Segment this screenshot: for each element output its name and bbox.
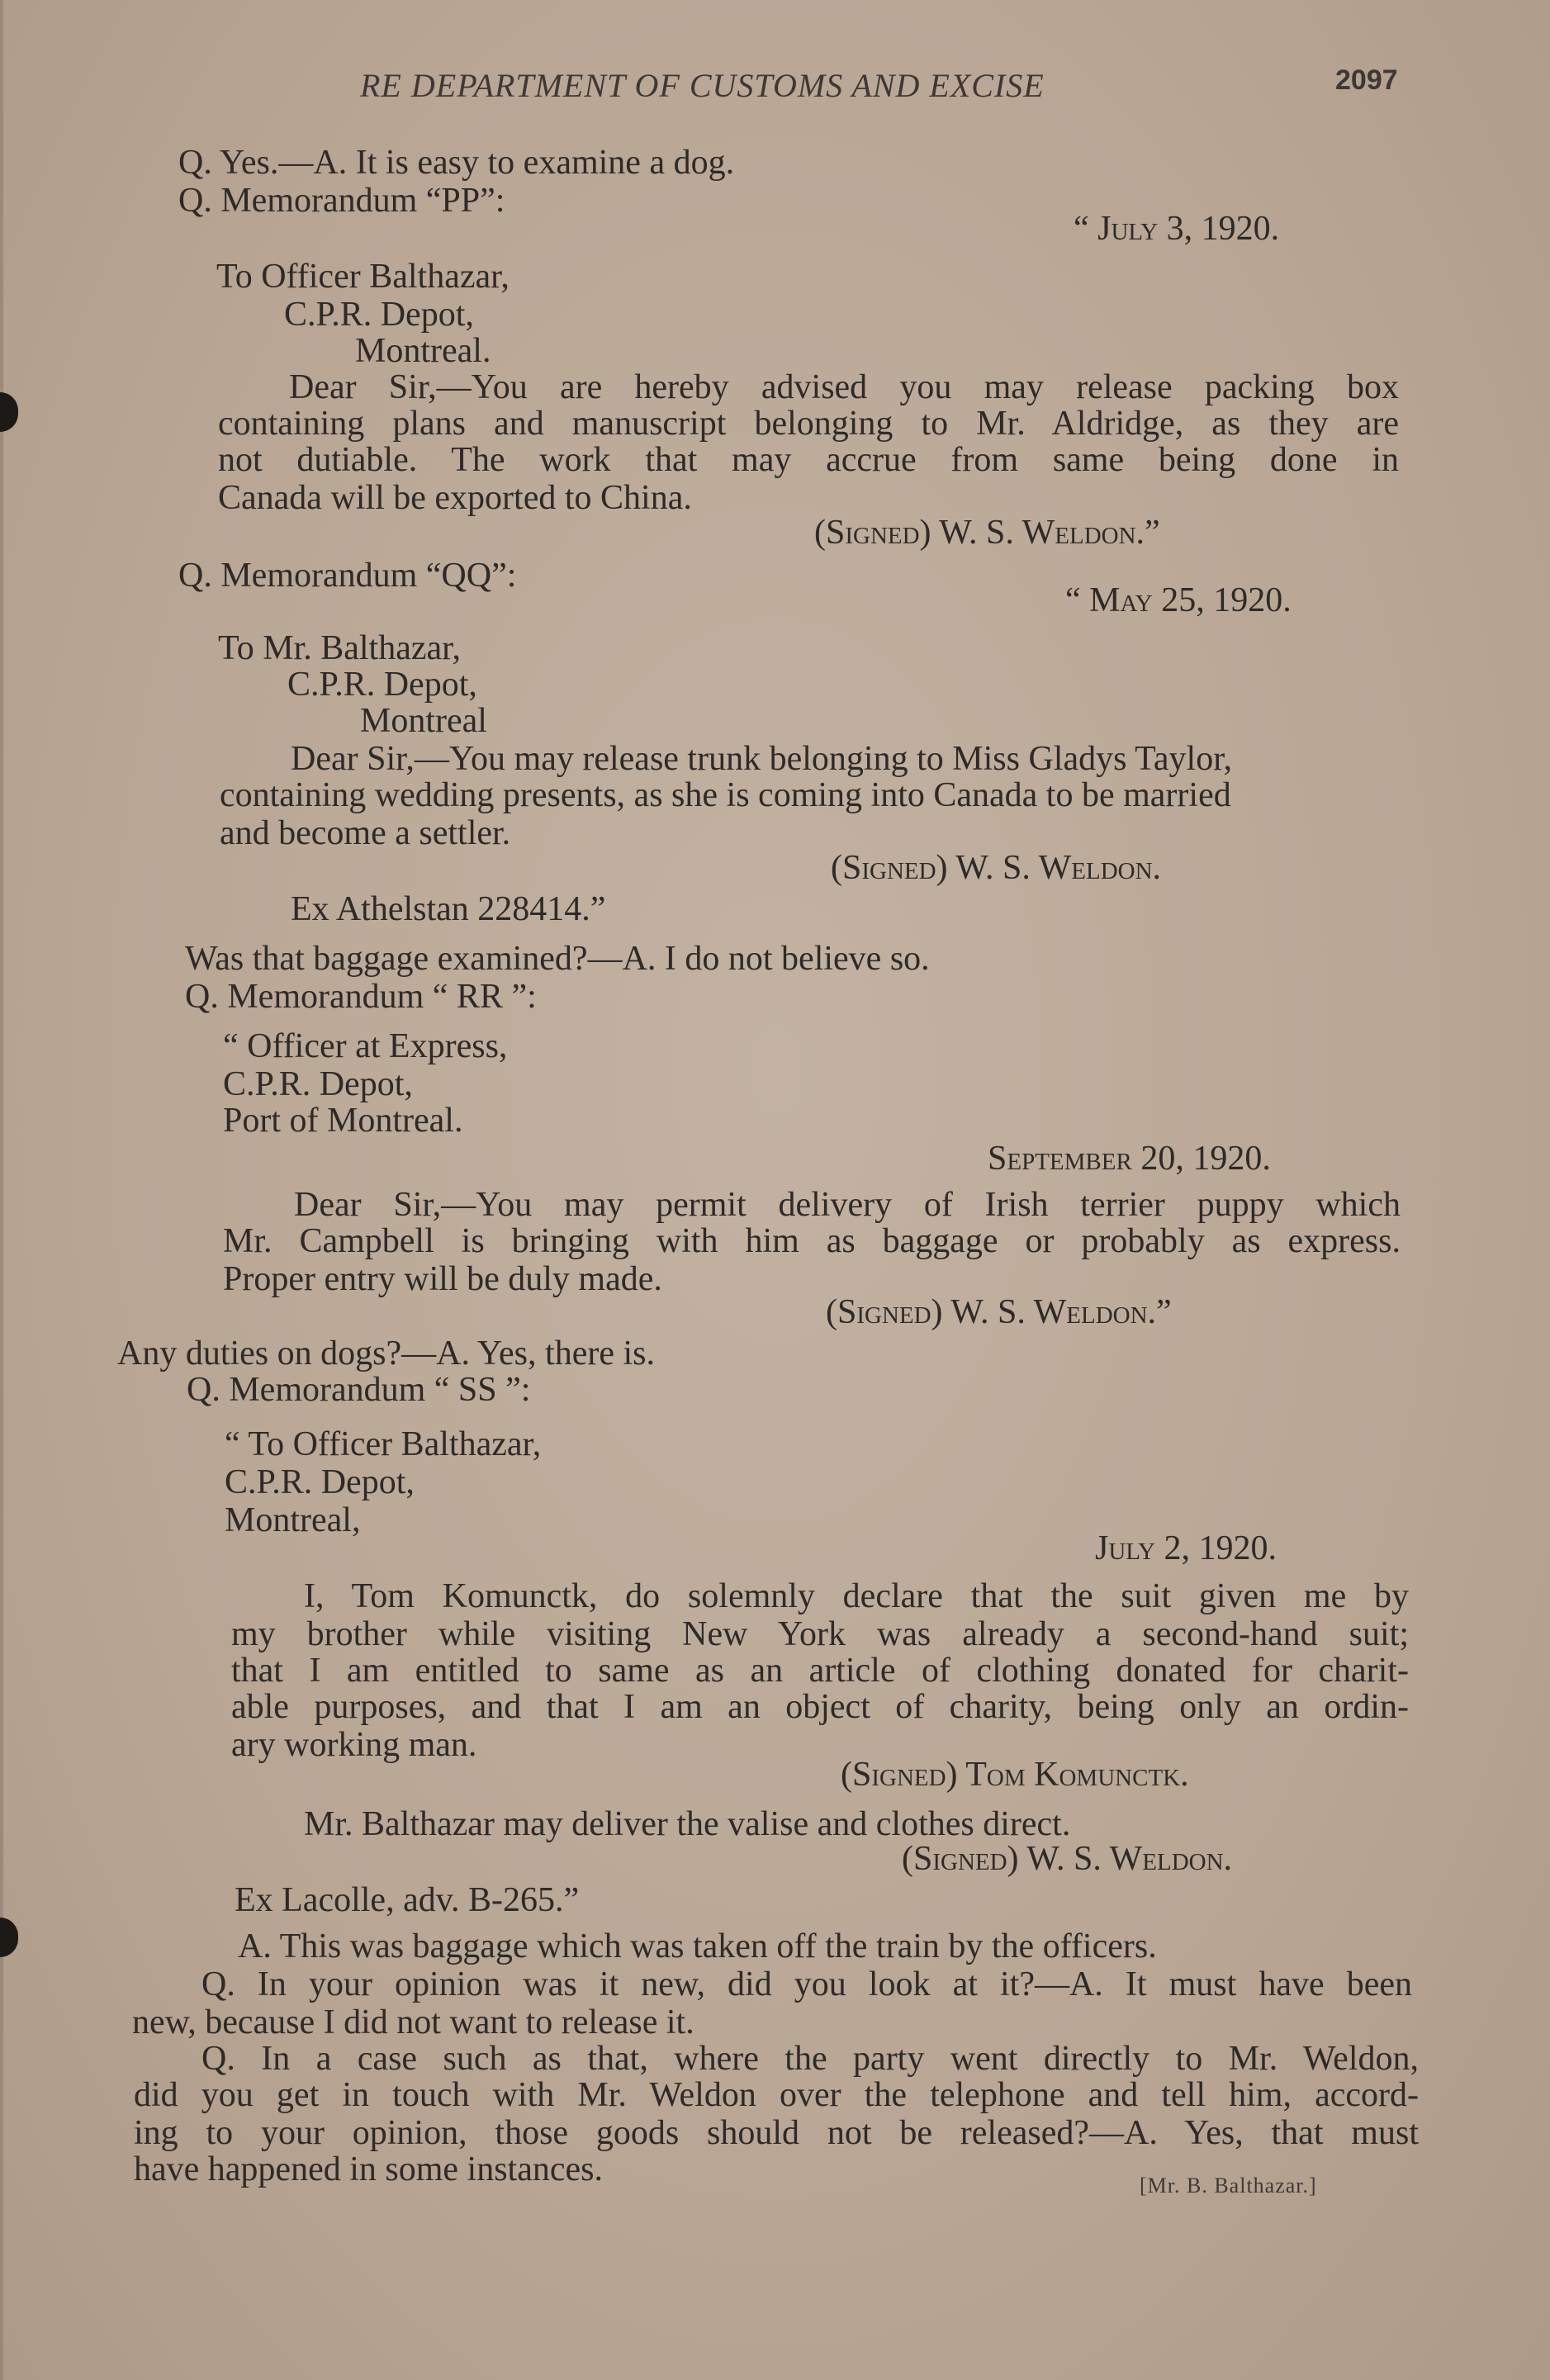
qa-line: Q. In your opinion was it new, did you look at it?—A. It must have been	[201, 1965, 1412, 2003]
letter-body-line: Canada will be exported to China.	[218, 479, 692, 517]
letter-body-line: Dear Sir,—You may permit delivery of Irish terrier puppy which	[294, 1186, 1401, 1224]
reference-line: Ex Athelstan 228414.”	[291, 890, 606, 928]
letter-body-line: Mr. Balthazar may deliver the valise and clothes direct.	[304, 1805, 1071, 1843]
running-header: RE DEPARTMENT OF CUSTOMS AND EXCISE	[360, 67, 1045, 104]
declaration-line: able purposes, and that I am an object of charity, being only an ordin-	[231, 1688, 1409, 1726]
address-line: Montreal	[360, 702, 487, 740]
memo-heading: Q. Memorandum “PP”:	[178, 182, 505, 220]
address-line: C.P.R. Depot,	[284, 296, 474, 334]
address-line: Montreal.	[355, 332, 491, 370]
letter-body-line: and become a settler.	[220, 814, 511, 852]
memo-heading: Q. Memorandum “ SS ”:	[187, 1371, 531, 1409]
address-line: “ To Officer Balthazar,	[225, 1425, 542, 1463]
page-edge-shadow	[0, 0, 3, 2380]
qa-line: new, because I did not want to release it.	[132, 2003, 694, 2041]
memo-date: “ May 25, 1920.	[1065, 581, 1292, 619]
memo-date: September 20, 1920.	[988, 1140, 1271, 1178]
memo-date: “ July 3, 1920.	[1074, 210, 1280, 248]
signature-line: (Signed) W. S. Weldon.	[831, 849, 1162, 887]
signature-line: (Signed) W. S. Weldon.”	[826, 1293, 1172, 1331]
declaration-line: ary working man.	[231, 1726, 477, 1764]
address-line: C.P.R. Depot,	[223, 1065, 413, 1103]
address-line: C.P.R. Depot,	[225, 1463, 415, 1501]
qa-line: ing to your opinion, those goods should not be released?—A. Yes, that must	[134, 2114, 1419, 2152]
memo-heading: Q. Memorandum “QQ”:	[178, 557, 517, 595]
qa-line: have happened in some instances.	[134, 2150, 603, 2188]
memo-date: July 2, 1920.	[1095, 1529, 1277, 1567]
signature-line: (Signed) Tom Komunctk.	[841, 1756, 1189, 1794]
witness-footer: [Mr. B. Balthazar.]	[1140, 2174, 1317, 2197]
qa-line: Q. In a case such as that, where the party went directly to Mr. Weldon,	[201, 2040, 1419, 2078]
letter-body-line: Proper entry will be duly made.	[223, 1260, 662, 1298]
declaration-line: my brother while visiting New York was already a second-hand suit;	[231, 1615, 1409, 1653]
binding-hole-bottom	[0, 1918, 18, 1957]
address-line: Port of Montreal.	[223, 1102, 463, 1140]
declaration-line: that I am entitled to same as an article of clothing donated for charit-	[231, 1652, 1409, 1690]
qa-line: did you get in touch with Mr. Weldon over the telephone and tell him, accord-	[134, 2076, 1419, 2114]
binding-hole-top	[0, 392, 18, 432]
qa-line: Q. Yes.—A. It is easy to examine a dog.	[178, 144, 735, 182]
address-line: To Mr. Balthazar,	[218, 629, 461, 667]
reference-line: Ex Lacolle, adv. B-265.”	[235, 1881, 580, 1919]
letter-body-line: Dear Sir,—You may release trunk belonging to Miss Gladys Taylor,	[291, 740, 1233, 778]
letter-body-line: Dear Sir,—You are hereby advised you may release packing box	[289, 368, 1399, 406]
qa-line: Was that baggage examined?—A. I do not believe so.	[185, 940, 930, 978]
letter-body-line: containing wedding presents, as she is coming into Canada to be married	[220, 776, 1231, 814]
memo-heading: Q. Memorandum “ RR ”:	[185, 978, 537, 1016]
signature-line: (Signed) W. S. Weldon.	[902, 1840, 1233, 1878]
letter-body-line: Mr. Campbell is bringing with him as baggage or probably as express.	[223, 1222, 1401, 1260]
letter-body-line: not dutiable. The work that may accrue from same being done in	[218, 441, 1399, 479]
signature-line: (Signed) W. S. Weldon.”	[814, 514, 1160, 552]
address-line: Montreal,	[225, 1501, 361, 1539]
letter-body-line: containing plans and manuscript belonging to Mr. Aldridge, as they are	[218, 405, 1399, 443]
declaration-line: I, Tom Komunctk, do solemnly declare that the suit given me by	[304, 1577, 1409, 1615]
address-line: To Officer Balthazar,	[216, 258, 510, 296]
page-number: 2097	[1335, 64, 1398, 96]
answer-line: A. This was baggage which was taken off the train by the officers.	[238, 1927, 1157, 1965]
address-line: “ Officer at Express,	[223, 1027, 508, 1065]
qa-line: Any duties on dogs?—A. Yes, there is.	[117, 1335, 655, 1373]
address-line: C.P.R. Depot,	[287, 666, 477, 704]
